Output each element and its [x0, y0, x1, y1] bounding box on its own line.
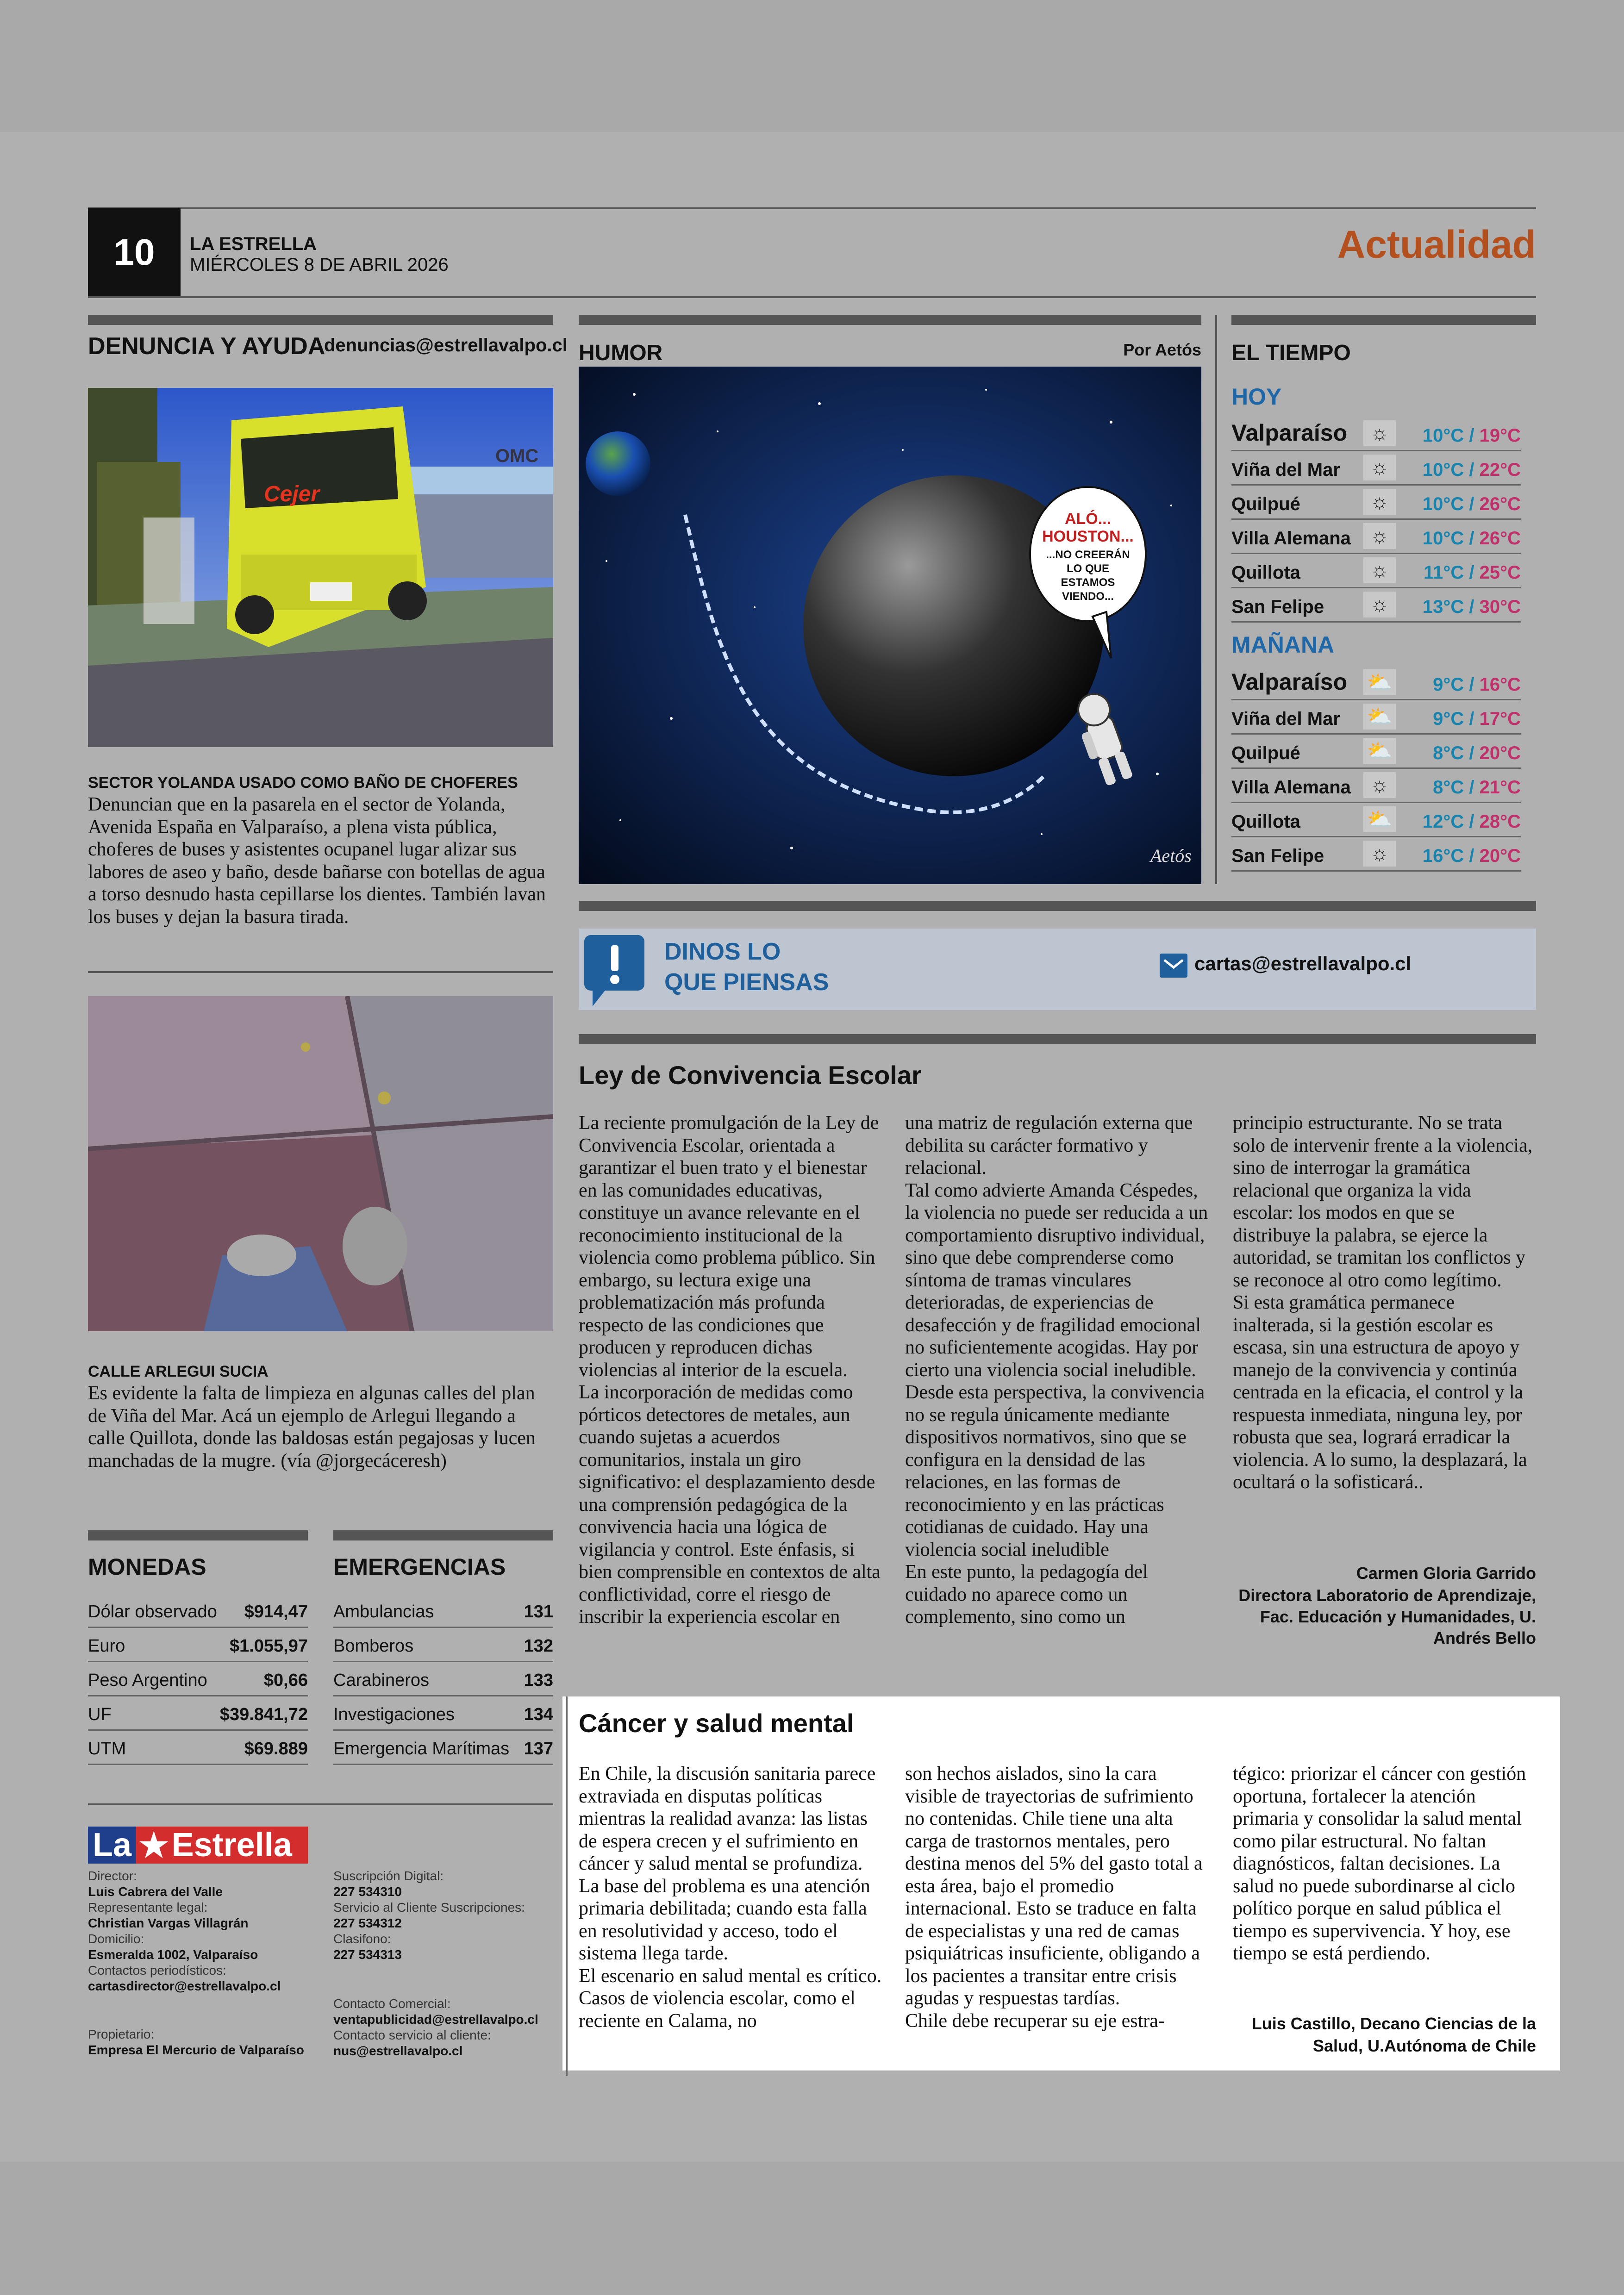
letter1-col3-p2: Si esta gramática permanece inalterada, si la gestión escolar es escasa, sin una estructura de apoyo y manejo de la convivencia y continúa centrada en la eficacia, el control y la respuesta inmediata, ninguna ley, por robusta que sea, logrará erradicar la violencia. A lo sumo, la desplazará, la ocultará o la sofisticará..: [1233, 1292, 1527, 1493]
tiempo-title: EL TIEMPO: [1231, 341, 1351, 365]
header-bottom-rule: [88, 296, 1536, 298]
emergencias-label: Emergencia Marítimas: [333, 1739, 510, 1759]
letter1-signature-name: Carmen Gloria Garrido: [1356, 1564, 1536, 1583]
weather-min: 10°C: [1422, 460, 1464, 480]
credit-value: 227 534310: [333, 1884, 402, 1899]
letter1-col2: [905, 1112, 1211, 1628]
credit-value: Esmeralda 1002, Valparaíso: [88, 1947, 258, 1962]
weather-row: [1231, 700, 1521, 735]
sun-icon: ☼: [1363, 455, 1396, 480]
dinos-line-1: DINOS LO: [664, 938, 781, 965]
cartoon-signature: Aetós: [1150, 845, 1192, 866]
tiempo-hoy-label: HOY: [1231, 384, 1282, 410]
weather-city: Valparaíso: [1231, 420, 1348, 446]
weather-min: 8°C: [1433, 743, 1464, 763]
humor-title: HUMOR: [579, 341, 663, 365]
monedas-label: Euro: [88, 1636, 125, 1656]
weather-city: Quillota: [1231, 562, 1300, 583]
weather-max: 26°C: [1479, 494, 1521, 514]
weather-temp: [1423, 846, 1521, 867]
emergencias-row: [333, 1730, 553, 1765]
weather-temp: [1433, 743, 1521, 764]
weather-row: [1231, 768, 1521, 803]
denuncia-item2-title: CALLE ARLEGUI SUCIA: [88, 1363, 269, 1380]
tiempo-bar: [1231, 315, 1536, 325]
weather-temp: [1423, 528, 1521, 549]
logo-star-icon: ★: [139, 1827, 169, 1864]
weather-temp: [1423, 460, 1521, 480]
monedas-value: $39.841,72: [219, 1705, 308, 1724]
dinos-email[interactable]: cartas@estrellavalpo.cl: [1194, 953, 1412, 974]
monedas-row: [88, 1628, 308, 1662]
letter2-col2-p2: Chile debe recuperar su eje estra-: [905, 2010, 1165, 2032]
sidewalk-photo: [88, 996, 553, 1331]
weather-max: 20°C: [1479, 846, 1521, 866]
denuncia-email[interactable]: denuncias@estrellavalpo.cl: [324, 335, 568, 355]
letter2-col1-p1: En Chile, la discusión sanitaria parece extraviada en disputas políticas mientras la realidad avanza: las listas de espera crecen y el sufrimiento en cáncer y salud mental se profundiza. La base del problema es una atención primaria debilitada; cuando esta falla en resolutividad y acceso, todo el sistema llega tarde.: [579, 1763, 876, 1964]
emergencias-row: [333, 1662, 553, 1696]
weather-city: San Felipe: [1231, 846, 1324, 866]
weather-min: 10°C: [1422, 425, 1464, 446]
monedas-bar: [88, 1530, 308, 1540]
credit-label: Director:: [88, 1869, 137, 1883]
credit-label: Domicilio:: [88, 1932, 144, 1946]
denuncia-divider: [88, 971, 553, 973]
emergencias-row: [333, 1628, 553, 1662]
weather-min: 10°C: [1422, 528, 1464, 549]
weather-min: 12°C: [1422, 811, 1464, 832]
weather-city: Quilpué: [1231, 743, 1300, 763]
bubble-line-1: ALÓ...: [1064, 510, 1112, 528]
denuncia-title: DENUNCIA Y AYUDA: [88, 333, 325, 360]
weather-separator: /: [1464, 425, 1480, 446]
emergencias-row: [333, 1696, 553, 1731]
letter2-signature: Luis Castillo, Decano Ciencias de la Salud, U.Autónoma de Chile: [1251, 2014, 1536, 2055]
weather-row: [1231, 554, 1521, 588]
weather-max: 22°C: [1479, 460, 1521, 480]
letter2-left-rule: [566, 1696, 568, 2076]
weather-separator: /: [1464, 709, 1480, 729]
sun-icon: ☼: [1363, 420, 1396, 446]
bubble-line-4: LO QUE: [1066, 562, 1110, 575]
letter2-col3: [1233, 1763, 1536, 1965]
monedas-label: UF: [88, 1705, 112, 1724]
letter2-col2: [905, 1763, 1211, 2032]
weather-max: 17°C: [1479, 709, 1521, 729]
emergencias-bar: [333, 1530, 553, 1540]
weather-city: Quilpué: [1231, 494, 1300, 514]
sun-icon: ☼: [1363, 523, 1396, 549]
weather-temp: [1423, 597, 1521, 617]
weather-min: 10°C: [1422, 494, 1464, 514]
weather-temp: [1433, 674, 1521, 695]
credits-rule: [88, 1803, 553, 1805]
bubble-line-3: ...NO CREERÁN: [1046, 549, 1130, 561]
bus-brand-text: Cejer: [264, 482, 320, 506]
weather-separator: /: [1464, 562, 1480, 583]
paper-name: LA ESTRELLA: [190, 234, 317, 254]
credit-label: Contacto Comercial:: [333, 1996, 451, 2011]
weather-min: 8°C: [1433, 777, 1464, 798]
credit-value: 227 534313: [333, 1947, 402, 1962]
monedas-value: $1.055,97: [229, 1636, 308, 1656]
letter1-bar: [579, 1034, 1536, 1044]
weather-row: [1231, 412, 1521, 451]
letter1-col1-p2: La incorporación de medidas como pórticos detectores de metales, aun cuando sujetas a acuerdos comunitarios, instala un giro significativo: el desplazamiento desde una comprensión pedagógica de la convivencia hacia una lógica de vigilancia y control. Este énfasis, si bien comprensible en contextos de alta conflictividad, corre el riesgo de inscribir la experiencia escolar en: [579, 1382, 881, 1628]
credit-value: Christian Vargas Villagrán: [88, 1916, 249, 1930]
weather-city: Viña del Mar: [1231, 709, 1340, 729]
estrella-logo: [88, 1827, 308, 1864]
weather-max: 25°C: [1479, 562, 1521, 583]
sun-icon: ☼: [1363, 841, 1396, 867]
weather-city: Viña del Mar: [1231, 460, 1340, 480]
monedas-row: [88, 1696, 308, 1731]
credit-value: ventapublicidad@estrellavalpo.cl: [333, 2012, 538, 2027]
emergencias-value: 137: [524, 1739, 553, 1759]
emergencias-label: Ambulancias: [333, 1602, 434, 1621]
dinos-top-bar: [579, 901, 1536, 911]
partly-cloudy-icon: ⛅: [1363, 704, 1396, 730]
letter2-col3-p1: tégico: priorizar el cáncer con gestión oportuna, fortalecer la atención primaria y consolidar la salud mental como pilar estructural. No faltan diagnósticos, faltan decisiones. La salud no puede subordinarse al ciclo político porque en salud pública el tiempo es supervivencia. Y hoy, ese tiempo se está perdiendo.: [1233, 1763, 1526, 1964]
weather-max: 16°C: [1479, 674, 1521, 695]
weather-max: 26°C: [1479, 528, 1521, 549]
denuncia-bar: [88, 315, 553, 325]
weather-city: Villa Alemana: [1231, 777, 1351, 798]
weather-separator: /: [1464, 777, 1480, 798]
weather-row: [1231, 451, 1521, 486]
emergencias-label: Investigaciones: [333, 1705, 455, 1724]
letter2-col2-p1: son hechos aislados, sino la cara visible de trayectorias de sufrimiento no contenidas. Chile tiene una alta carga de trastornos mentales, pero destina menos del 5% del gasto total a esta área, bajo el promedio internacional. Esto se traduce en falta de especialistas y una red de camas psiquiátricas insuficiente, obligando a los pacientes a transitar entre crisis agudas y respuestas tardías.: [905, 1763, 1203, 2009]
bubble-line-5: ESTAMOS: [1061, 576, 1115, 589]
letter2-col1: [579, 1763, 882, 2032]
bubble-line-2: HOUSTON...: [1042, 528, 1134, 545]
weather-city: Quillota: [1231, 811, 1300, 832]
credit-value: cartasdirector@estrellavalpo.cl: [88, 1979, 281, 1993]
emergencias-value: 134: [524, 1705, 553, 1724]
weather-row: [1231, 661, 1521, 700]
letter1-col1-p1: La reciente promulgación de la Ley de Convivencia Escolar, orientada a garantizar el buen trato y el bienestar en las comunidades educativas, constituye un avance relevante en el reconocimiento institucional de la violencia como problema público. Sin embargo, su lectura exige una problematización más profunda respecto de las condiciones que producen y reproducen dichas violencias al interior de la escuela.: [579, 1112, 879, 1381]
weather-temp: [1433, 709, 1521, 730]
letter1-col2-p1: una matriz de regulación externa que debilita su carácter formativo y relacional.: [905, 1112, 1193, 1179]
weather-separator: /: [1464, 460, 1480, 480]
weather-separator: /: [1464, 743, 1480, 763]
monedas-row: [88, 1730, 308, 1765]
monedas-value: $0,66: [263, 1671, 308, 1690]
weather-separator: /: [1464, 528, 1480, 549]
weather-min: 11°C: [1424, 562, 1464, 583]
monedas-row: [88, 1662, 308, 1696]
letter2-title: Cáncer y salud mental: [579, 1709, 854, 1738]
letter1-col3: [1233, 1112, 1536, 1494]
monedas-value: $914,47: [244, 1602, 308, 1621]
weather-city: Villa Alemana: [1231, 528, 1351, 549]
mail-icon: [1160, 954, 1187, 978]
credit-label: Representante legal:: [88, 1900, 208, 1915]
logo-estrella: Estrella: [171, 1827, 292, 1864]
weather-temp: [1424, 562, 1521, 583]
weather-city: San Felipe: [1231, 597, 1324, 617]
bus-sign-text: OMC: [495, 446, 539, 466]
letter1-signature-role: Directora Laboratorio de Aprendizaje, Fac. Educación y Humanidades, U. Andrés Bello: [1238, 1586, 1536, 1647]
denuncia-item2-text: Es evidente la falta de limpieza en algunas calles del plan de Viña del Mar. Acá un ejemplo de Arlegui llegando a calle Quillota, donde las baldosas están pegajosas y lucen manchadas de la mugre. (vía @jorgecáceresh): [88, 1383, 536, 1472]
credit-label: Suscripción Digital:: [333, 1869, 444, 1883]
monedas-value: $69.889: [244, 1739, 308, 1759]
emergencias-value: 131: [524, 1602, 553, 1621]
humor-bar: [579, 315, 1201, 325]
weather-min: 9°C: [1433, 674, 1464, 695]
monedas-row: [88, 1593, 308, 1628]
partly-cloudy-icon: ⛅: [1363, 738, 1396, 764]
section-title: Actualidad: [1337, 223, 1536, 266]
credit-value: Luis Cabrera del Valle: [88, 1884, 223, 1899]
logo-la: La: [88, 1827, 136, 1864]
emergencias-row: [333, 1593, 553, 1628]
monedas-label: Dólar observado: [88, 1602, 217, 1621]
weather-row: [1231, 588, 1521, 623]
humor-author: Por Aetós: [1123, 340, 1201, 359]
bus-photo: [88, 388, 553, 747]
monedas-label: Peso Argentino: [88, 1671, 207, 1690]
weather-row: [1231, 734, 1521, 769]
weather-min: 9°C: [1433, 709, 1464, 729]
letter1-col2-p3: En este punto, la pedagogía del cuidado no aparece como un complemento, sino como un: [905, 1561, 1148, 1628]
weather-separator: /: [1464, 597, 1480, 617]
issue-date: MIÉRCOLES 8 DE ABRIL 2026: [190, 255, 449, 275]
weather-separator: /: [1464, 811, 1480, 832]
weather-temp: [1423, 425, 1521, 446]
weather-max: 21°C: [1479, 777, 1521, 798]
letter1-col1: [579, 1112, 882, 1628]
letter1-col2-p2: Tal como advierte Amanda Céspedes, la violencia no puede ser reducida a un comportamiento disruptivo individual, sino que debe comprenderse como síntoma de tramas vinculares deterioradas, de experiencias de desafección y de fragilidad emocional no suficientemente acogidas. Hay por cierto una violencia social ineludible. Desde esta perspectiva, la convivencia no se regula únicamente mediante dispositivos normativos, sino que se configura en la densidad de las relaciones, en las formas de reconocimiento y en las prácticas cotidianas de cuidado. Hay una violencia social ineludible: [905, 1179, 1208, 1560]
weather-separator: /: [1464, 674, 1480, 695]
sun-icon: ☼: [1363, 772, 1396, 798]
emergencias-label: Bomberos: [333, 1636, 414, 1656]
weather-max: 20°C: [1479, 743, 1521, 763]
emergencias-value: 132: [524, 1636, 553, 1656]
owner-label: Propietario:: [88, 2027, 155, 2041]
credit-label: Servicio al Cliente Suscripciones:: [333, 1900, 525, 1915]
denuncia-item1-text: Denuncian que en la pasarela en el sector de Yolanda, Avenida España en Valparaíso, a plena vista pública, choferes de buses y asistentes ocupanel lugar alizar sus labores de aseo y baño, desde bañarse con botellas de agua a torso desnudo hasta cepillarse los dientes. También lavan los buses y dejan la basura tirada.: [88, 794, 546, 928]
page-number: 10: [88, 208, 181, 296]
weather-row: [1231, 519, 1521, 554]
letter1-col3-p1: principio estructurante. No se trata solo de intervenir frente a la violencia, sino de interrogar la gramática relacional que organiza la vida escolar: los modos en que se distribuye la palabra, se ejerce la autoridad, se tramitan los conflictos y se reconoce al otro como legítimo.: [1233, 1112, 1533, 1291]
weather-separator: /: [1464, 846, 1480, 866]
weather-max: 19°C: [1479, 425, 1521, 446]
weather-temp: [1433, 777, 1521, 798]
header-top-rule: [88, 207, 1536, 209]
tiempo-divider: [1215, 315, 1217, 884]
emergencias-title: EMERGENCIAS: [333, 1554, 506, 1580]
tiempo-manana-label: MAÑANA: [1231, 632, 1335, 658]
sun-icon: ☼: [1363, 557, 1396, 583]
weather-temp: [1423, 811, 1521, 832]
credit-value: nus@estrellavalpo.cl: [333, 2044, 463, 2058]
weather-city: Valparaíso: [1231, 669, 1348, 695]
sun-icon: ☼: [1363, 592, 1396, 617]
letter2-col1-p2: El escenario en salud mental es crítico. Casos de violencia escolar, como el reciente en Calama, no: [579, 1965, 882, 2032]
credit-label: Contactos periodísticos:: [88, 1963, 226, 1977]
weather-row: [1231, 485, 1521, 520]
weather-max: 28°C: [1479, 811, 1521, 832]
credit-value: 227 534312: [333, 1916, 402, 1930]
sun-icon: ☼: [1363, 489, 1396, 515]
weather-row: [1231, 837, 1521, 872]
credit-label: Contacto servicio al cliente:: [333, 2028, 491, 2042]
emergencias-value: 133: [524, 1671, 553, 1690]
partly-cloudy-icon: ⛅: [1363, 806, 1396, 832]
denuncia-item1-title: SECTOR YOLANDA USADO COMO BAÑO DE CHOFERES: [88, 774, 518, 792]
weather-row: [1231, 803, 1521, 837]
dinos-line-2: QUE PIENSAS: [664, 969, 829, 996]
weather-separator: /: [1464, 494, 1480, 514]
letter1-title: Ley de Convivencia Escolar: [579, 1060, 922, 1090]
bubble-line-6: VIENDO...: [1062, 590, 1114, 603]
weather-max: 30°C: [1479, 597, 1521, 617]
humor-cartoon: [579, 367, 1201, 884]
weather-temp: [1423, 494, 1521, 515]
monedas-label: UTM: [88, 1739, 126, 1759]
monedas-title: MONEDAS: [88, 1554, 206, 1580]
partly-cloudy-icon: ⛅: [1363, 669, 1396, 695]
emergencias-label: Carabineros: [333, 1671, 429, 1690]
weather-min: 16°C: [1422, 846, 1464, 866]
speech-bubble-icon: [579, 929, 650, 1010]
credit-label: Clasifono:: [333, 1932, 391, 1946]
owner-value: Empresa El Mercurio de Valparaíso: [88, 2043, 304, 2057]
weather-min: 13°C: [1422, 597, 1464, 617]
